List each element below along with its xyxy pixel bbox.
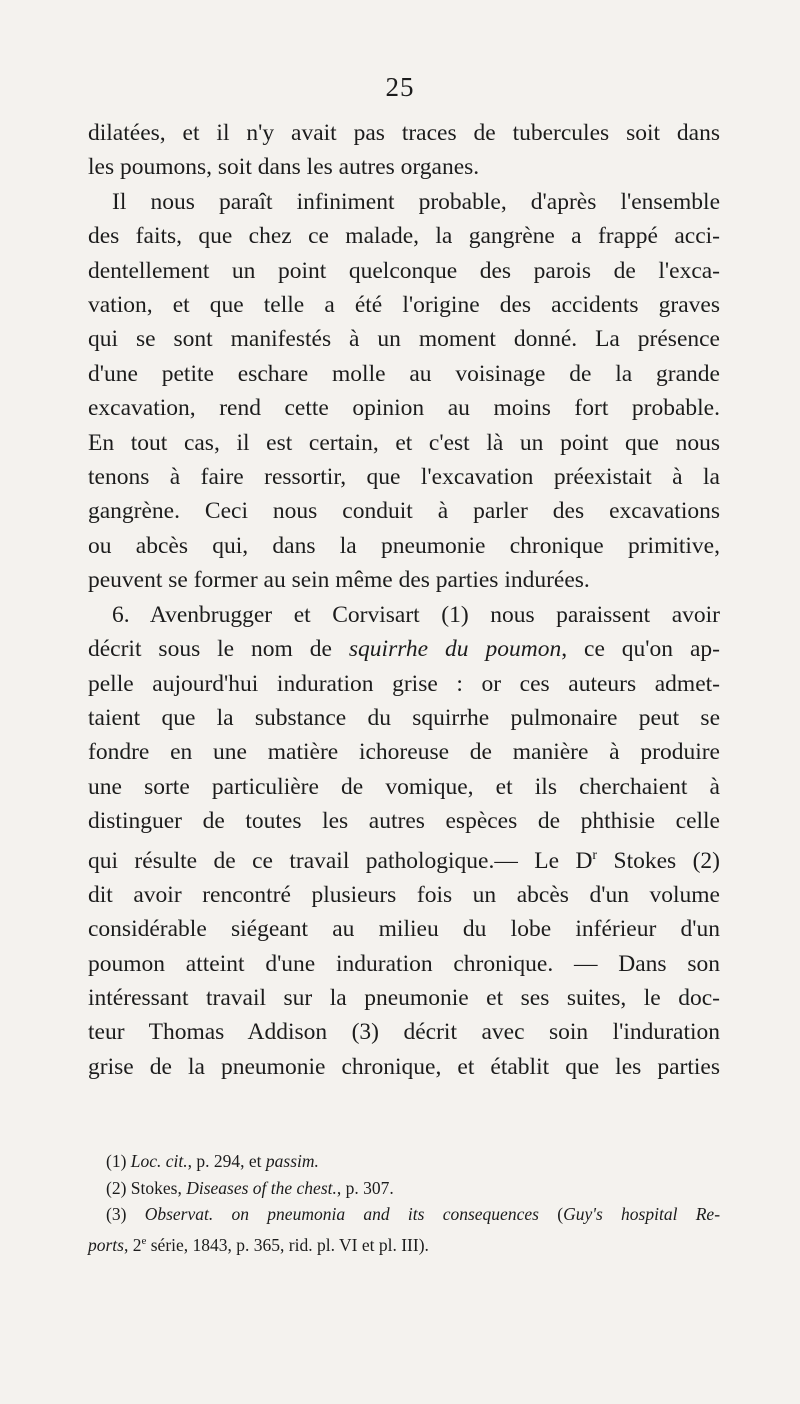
text-line: une sorte particulière de vomique, et ils cherchaient à (88, 773, 720, 800)
text-line: grise de la pneumonie chronique, et établit que les parties (88, 1053, 720, 1080)
text-line: excavation, rend cette opinion au moins fort probable. (88, 395, 720, 422)
text-line: des faits, que chez ce malade, la gangrène a frappé acci- (88, 223, 720, 250)
text-line: fondre en une matière ichoreuse de manière à produire (88, 739, 720, 766)
text-line: distinguer de toutes les autres espèces de phthisie celle (88, 808, 720, 835)
text-line: intéressant travail sur la pneumonie et ses suites, le doc- (88, 984, 720, 1011)
text-line: dilatées, et il n'y avait pas traces de tubercules soit dans (88, 120, 720, 146)
page-number: 25 (385, 72, 415, 102)
text-line: teur Thomas Addison (3) décrit avec soin l'induration (88, 1019, 720, 1046)
text-line: ou abcès qui, dans la pneumonie chronique primitive, (88, 532, 720, 559)
text-line: tenons à faire ressortir, que l'excavation préexistait à la (88, 464, 720, 491)
text-line: qui résulte de ce travail pathologique.— Le $D^r$ Stokes (2) (88, 847, 720, 874)
footnotes (88, 1148, 720, 1258)
text-line: dentellement un point quelconque des parois de l'exca- (88, 257, 720, 284)
text-line: peuvent se former au sein même des parties indurées. (88, 567, 590, 594)
text-line: 6. Avenbrugger et Corvisart (1) nous paraissent avoir (112, 601, 720, 628)
text-line: poumon atteint d'une induration chronique. — Dans son (88, 950, 720, 977)
footnote-line: (1) Loc. cit., p. 294, et passim. (106, 1151, 319, 1171)
text-line: pelle aujourd'hui induration grise : or ces auteurs admet- (88, 670, 720, 697)
body-text (88, 116, 720, 1084)
footnote-line: (3) Observat. on pneumonia and its consequences (Guy's hospital Re- (106, 1204, 721, 1225)
text-line: qui se sont manifestés à un moment donné. La présence (88, 326, 720, 353)
text-line: Il nous paraît infiniment probable, d'après l'ensemble (112, 188, 720, 215)
text-line: d'une petite eschare molle au voisinage de la grande (88, 360, 720, 387)
text-line: dit avoir rencontré plusieurs fois un abcès d'un volume (88, 881, 720, 908)
text-line: considérable siégeant au milieu du lobe inférieur d'un (88, 916, 720, 943)
text-line: En tout cas, il est certain, et c'est là un point que nous (88, 429, 720, 456)
footnote-line: ports, 2e série, 1843, p. 365, rid. pl. VI et pl. III). (88, 1234, 429, 1255)
footnote-line: (2) Stokes, Diseases of the chest., p. 307. (106, 1177, 394, 1198)
text-line: taient que la substance du squirrhe pulmonaire peut se (88, 704, 720, 731)
text-line: vation, et que telle a été l'origine des accidents graves (88, 292, 720, 319)
text-line: gangrène. Ceci nous conduit à parler des excavations (88, 498, 720, 525)
text-line: décrit sous le nom de squirrhe du poumon, ce qu'on ap- (88, 636, 720, 663)
text-line: les poumons, soit dans les autres organes. (88, 154, 480, 181)
